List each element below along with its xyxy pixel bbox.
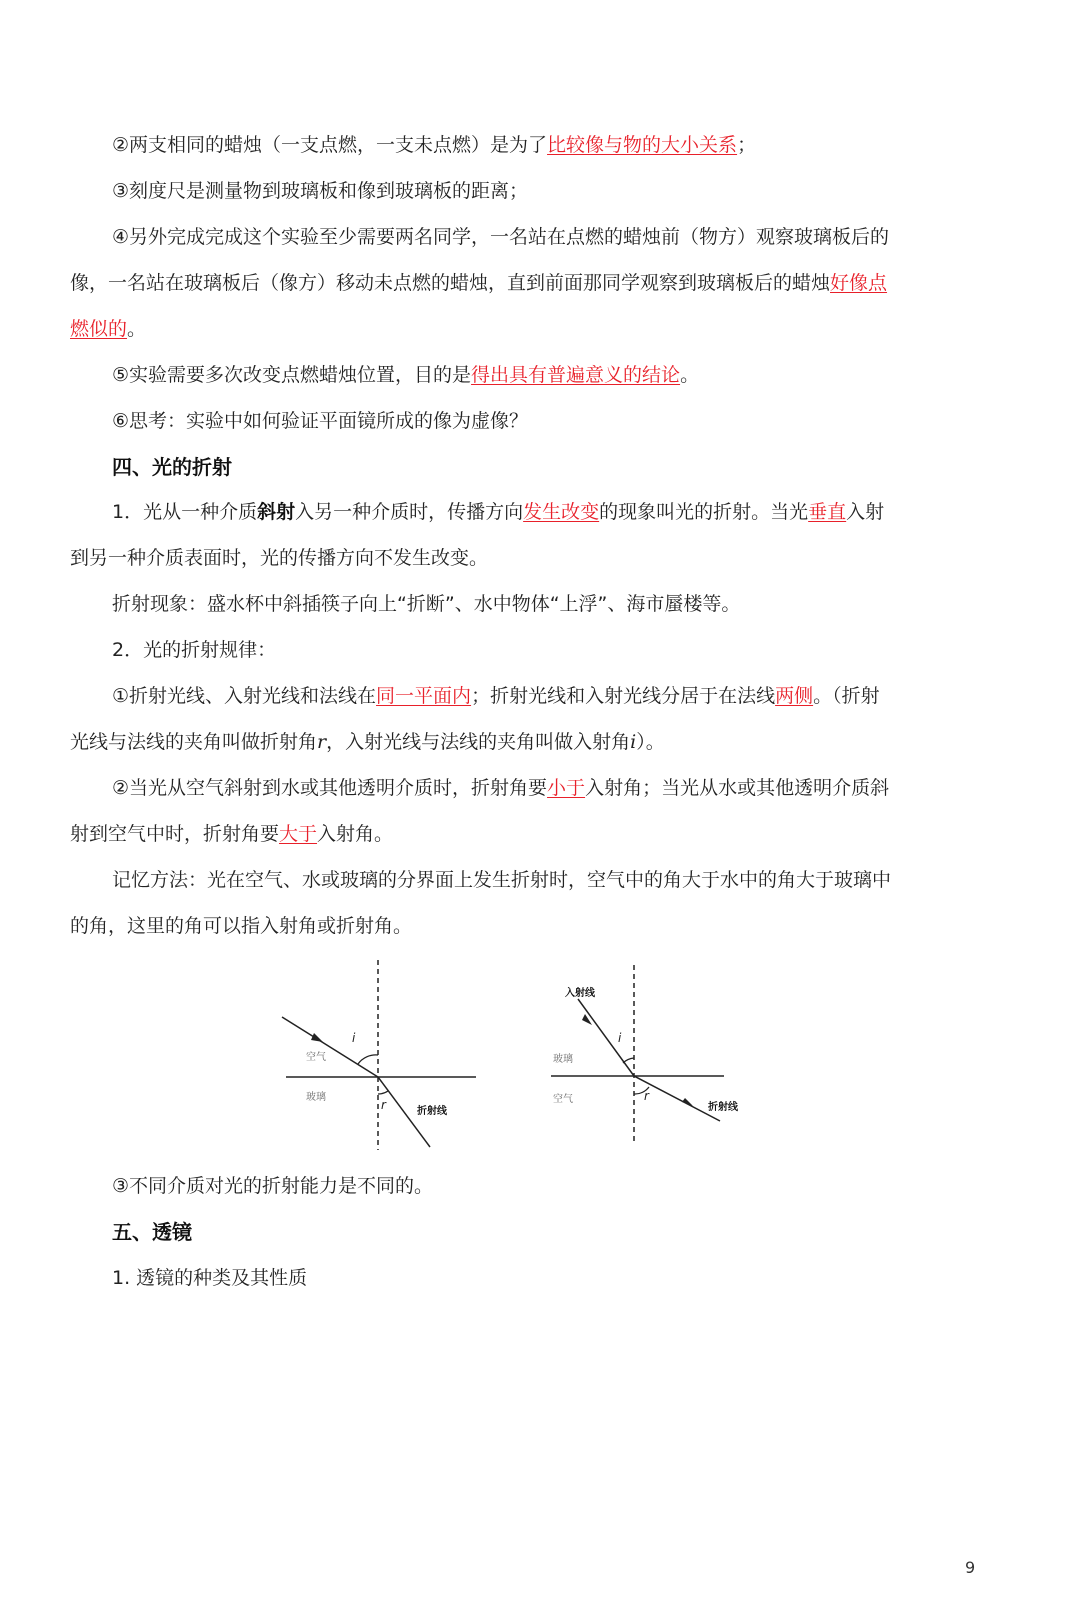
page-number: 9 — [965, 1558, 976, 1577]
law1-line2 — [70, 730, 665, 754]
refraction-definition-line2: 到另一种介质表面时，光的传播方向不发生改变。 — [70, 547, 489, 569]
paragraph-ruler: ③刻度尺是测量物到玻璃板和像到玻璃板的距离； — [112, 180, 529, 202]
law3: ③不同介质对光的折射能力是不同的。 — [112, 1175, 434, 1197]
label-refracted-ray: 折射线 — [708, 1102, 738, 1113]
paragraph-two-students-line1: ④另外完成完成这个实验至少需要两名同学，一名站在点燃的蜡烛前（物方）观察玻璃板后的 — [112, 226, 890, 248]
memory-method-line1: 记忆方法：光在空气、水或玻璃的分界面上发生折射时，空气中的角大于水中的角大于玻璃中 — [112, 869, 892, 891]
highlight-text: 同一平面内 — [376, 685, 472, 707]
label-i: i — [352, 1031, 356, 1045]
label-r: r — [381, 1098, 386, 1112]
variable-i: i — [630, 731, 637, 753]
highlight-text: 两侧 — [775, 685, 814, 707]
text: ； — [737, 134, 757, 156]
text: ）。 — [636, 731, 665, 753]
text: 入另一种介质时，传播方向 — [295, 501, 524, 523]
angle-r-arc — [378, 1091, 388, 1094]
paragraph-think: ⑥思考：实验中如何验证平面镜所成的像为虚像？ — [112, 410, 529, 432]
paragraph-two-students-line2 — [70, 271, 887, 295]
label-i: i — [618, 1031, 622, 1045]
law2-line1 — [112, 776, 889, 800]
label-refracted-ray: 折射线 — [417, 1106, 447, 1117]
text: 光线与法线的夹角叫做折射角 — [70, 731, 318, 753]
highlight-text: 燃似的 — [70, 318, 128, 340]
heading-lens: 五、透镜 — [112, 1220, 192, 1244]
text: ；折射光线和入射光线分居于在法线 — [471, 685, 776, 707]
variable-r: r — [317, 731, 327, 753]
paragraph-repeat — [112, 363, 699, 387]
incident-ray — [578, 999, 634, 1076]
arrow-icon — [311, 1033, 323, 1042]
label-air: 空气 — [553, 1094, 573, 1105]
text: ②两支相同的蜡烛（一支点燃，一支未点燃）是为了 — [112, 134, 548, 156]
paragraph-candles — [112, 133, 756, 157]
text: ，入射光线与法线的夹角叫做入射角 — [326, 731, 631, 753]
paragraph-two-students-line3 — [70, 317, 146, 341]
highlight-text: 垂直 — [808, 501, 847, 523]
label-r: r — [644, 1089, 649, 1103]
text: 的现象叫光的折射。当光 — [599, 501, 809, 523]
text: 入射角；当光从水或其他透明介质斜 — [585, 777, 890, 799]
highlight-text: 比较像与物的大小关系 — [547, 134, 738, 156]
refraction-definition-line1 — [112, 500, 884, 524]
text: ②当光从空气斜射到水或其他透明介质时，折射角要 — [112, 777, 548, 799]
text: 入射 — [846, 501, 885, 523]
text: 射到空气中时，折射角要 — [70, 823, 280, 845]
label-incident-ray: 入射线 — [565, 988, 595, 999]
highlight-text: 小于 — [547, 777, 586, 799]
memory-method-line2: 的角，这里的角可以指入射角或折射角。 — [70, 915, 413, 937]
highlight-text: 大于 — [279, 823, 318, 845]
angle-i-arc — [358, 1055, 378, 1064]
law1-line1 — [112, 684, 880, 708]
lens-types-title: 1. 透镜的种类及其性质 — [112, 1267, 308, 1289]
incident-ray — [282, 1017, 378, 1077]
text: 1．光从一种介质 — [112, 501, 258, 523]
text: ①折射光线、入射光线和法线在 — [112, 685, 377, 707]
label-glass: 玻璃 — [553, 1054, 573, 1065]
text: 。 — [680, 364, 700, 386]
bold-text: 斜射 — [257, 501, 296, 523]
text: ⑤实验需要多次改变点燃蜡烛位置，目的是 — [112, 364, 472, 386]
heading-refraction: 四、光的折射 — [112, 455, 232, 479]
highlight-text: 好像点 — [830, 272, 888, 294]
highlight-text: 发生改变 — [523, 501, 600, 523]
refraction-diagram-air-to-glass — [280, 960, 485, 1155]
refraction-diagram-glass-to-air — [548, 965, 748, 1145]
text: 。（折射 — [813, 685, 880, 707]
refraction-laws-title: 2．光的折射规律： — [112, 639, 277, 661]
text: 。 — [127, 318, 147, 340]
text: 像，一名站在玻璃板后（像方）移动未点燃的蜡烛，直到前面那同学观察到玻璃板后的蜡烛 — [70, 272, 831, 294]
label-air: 空气 — [306, 1052, 326, 1063]
text: 入射角。 — [317, 823, 394, 845]
highlight-text: 得出具有普遍意义的结论 — [471, 364, 681, 386]
refraction-phenomena: 折射现象：盛水杯中斜插筷子向上“折断”、水中物体“上浮”、海市蜃楼等。 — [112, 593, 741, 615]
angle-i-arc — [623, 1058, 634, 1063]
label-glass: 玻璃 — [306, 1092, 326, 1103]
law2-line2 — [70, 822, 393, 846]
